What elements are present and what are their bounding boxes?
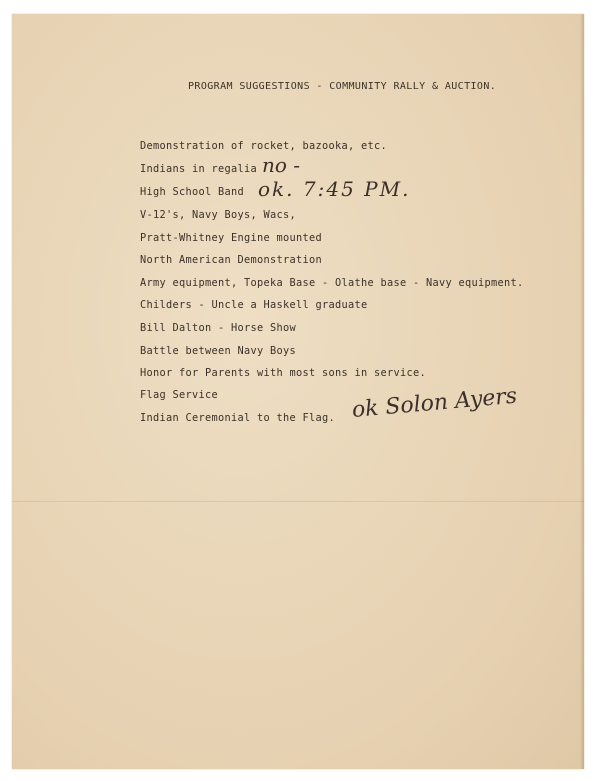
handwritten-band-note: ok. 7:45 PM. — [258, 177, 411, 201]
list-item: V-12's, Navy Boys, Wacs, — [140, 209, 296, 221]
list-item: Honor for Parents with most sons in service. — [140, 367, 426, 379]
list-item: Army equipment, Topeka Base - Olathe base - Navy equipment. — [140, 277, 524, 289]
paper-edge-shadow — [580, 14, 584, 769]
handwritten-signature: ok Solon Ayers — [350, 383, 519, 423]
list-item: Indians in regalia — [140, 163, 257, 175]
list-item: Flag Service — [140, 389, 218, 401]
list-item: Bill Dalton - Horse Show — [140, 322, 296, 334]
list-item: High School Band — [140, 186, 244, 198]
list-item: Childers - Uncle a Haskell graduate — [140, 299, 368, 311]
list-item: North American Demonstration — [140, 254, 322, 266]
list-item: Pratt-Whitney Engine mounted — [140, 232, 322, 244]
list-item: Battle between Navy Boys — [140, 345, 296, 357]
list-item: Demonstration of rocket, bazooka, etc. — [140, 140, 387, 152]
paper-fold — [12, 501, 584, 502]
document-title: PROGRAM SUGGESTIONS - COMMUNITY RALLY & AUCTION. — [188, 81, 497, 92]
handwritten-regalia-note: no - — [262, 153, 301, 177]
list-item: Indian Ceremonial to the Flag. — [140, 412, 335, 424]
